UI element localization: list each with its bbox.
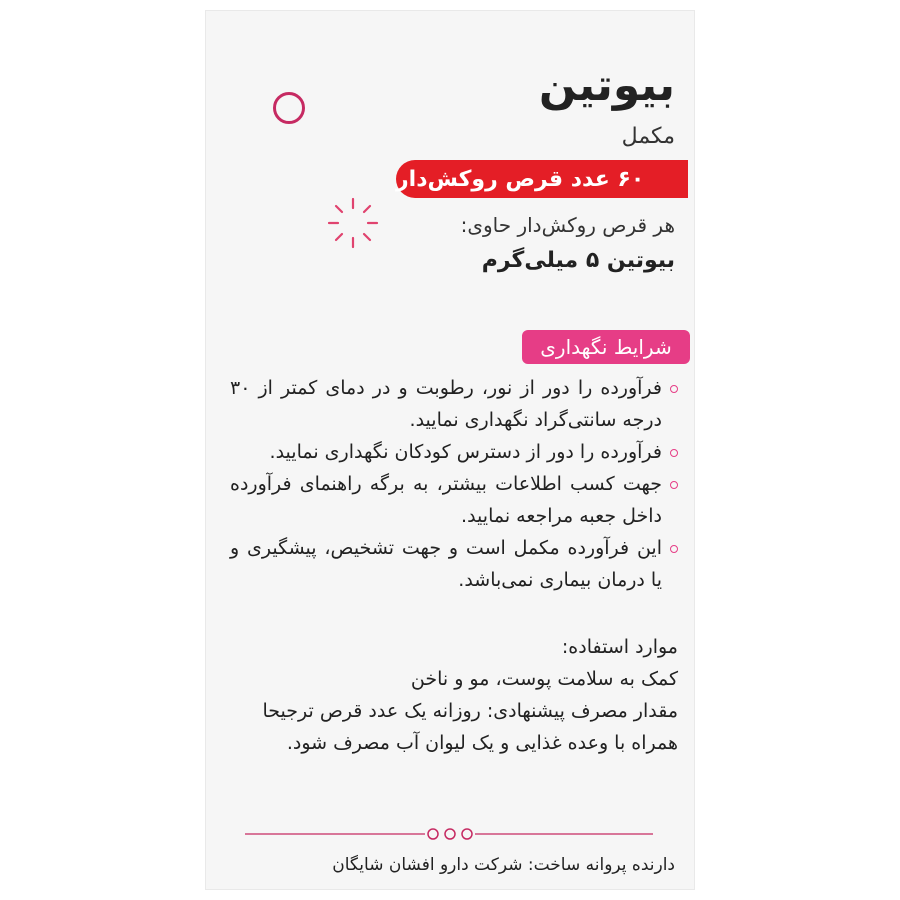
indications-text: کمک به سلامت پوست، مو و ناخن	[410, 668, 678, 690]
list-item	[230, 532, 678, 596]
content-value: بیوتین ۵ میلی‌گرم	[481, 248, 675, 273]
list-item	[230, 372, 678, 436]
product-label-card	[205, 10, 695, 890]
tablet-count-label: ۶۰ عدد قرص روکش‌دار	[396, 166, 645, 192]
list-item-text: فرآورده را دور از نور، رطوبت و در دمای کمتر از ۳۰ درجه سانتی‌گراد نگهداری نمایید.	[230, 377, 662, 431]
list-item-text: جهت کسب اطلاعات بیشتر، به برگه راهنمای فرآورده داخل جعبه مراجعه نمایید.	[230, 473, 662, 527]
storage-list	[230, 372, 678, 596]
usage-section	[218, 631, 678, 759]
dosage-text: مقدار مصرف پیشنهادی: روزانه یک عدد قرص ترجیحا همراه با وعده غذایی و یک لیوان آب مصرف شود.	[262, 700, 678, 754]
bullet-icon	[670, 545, 678, 553]
content-intro: هر قرص روکش‌دار حاوی:	[460, 213, 675, 237]
storage-heading-badge	[522, 330, 690, 364]
bullet-icon	[670, 449, 678, 457]
product-subtitle: مکمل	[621, 124, 675, 149]
divider-dots	[245, 828, 653, 840]
product-title: بیوتین	[538, 60, 675, 111]
bullet-icon	[670, 481, 678, 489]
storage-heading: شرایط نگهداری	[540, 335, 672, 359]
sparkle-icon	[325, 195, 381, 251]
bullet-icon	[670, 385, 678, 393]
tablet-count-banner	[396, 160, 688, 198]
list-item	[230, 436, 678, 468]
list-item-text: فرآورده را دور از دسترس کودکان نگهداری نمایید.	[269, 441, 662, 463]
list-item	[230, 468, 678, 532]
manufacturer-text: دارنده پروانه ساخت: شرکت دارو افشان شایگان	[332, 855, 675, 875]
list-item-text: این فرآورده مکمل است و جهت تشخیص، پیشگیری و یا درمان بیماری نمی‌باشد.	[230, 537, 662, 591]
decorative-ring-icon	[273, 92, 305, 124]
indications-label: موارد استفاده:	[561, 636, 678, 658]
